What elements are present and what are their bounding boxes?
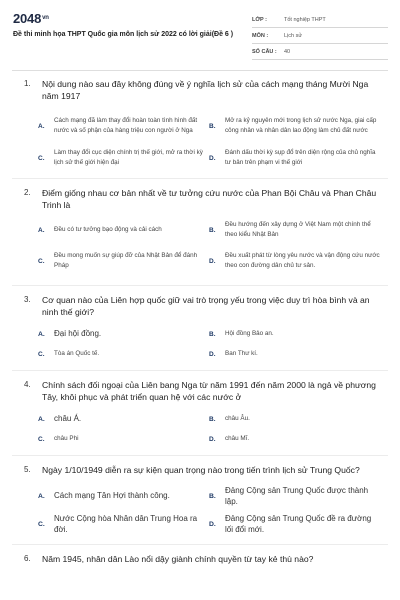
question-stem — [24, 78, 380, 102]
options — [24, 217, 380, 279]
option-letter: D. — [209, 257, 216, 265]
option-b[interactable] — [209, 108, 380, 144]
option-text: châu Mĩ. — [225, 435, 250, 442]
option-b[interactable] — [209, 217, 380, 243]
option-d[interactable] — [209, 243, 380, 279]
option-letter: D. — [209, 435, 216, 443]
question-text: Năm 1945, nhân dân Lào nổi dậy giành chính quyền từ tay kẻ thù nào? — [42, 554, 314, 564]
question-text: Nội dung nào sau đây không đúng về ý nghĩa lịch sử của cách mạng tháng Mười Nga năm 1917 — [42, 79, 369, 101]
question-number: 4. — [24, 380, 31, 389]
meta-value: 40 — [284, 49, 291, 55]
option-b[interactable] — [209, 324, 380, 344]
option-text: Nước Cộng hòa Nhân dân Trung Hoa ra đời. — [54, 513, 198, 534]
option-letter: C. — [38, 350, 45, 358]
question-divider — [12, 285, 388, 286]
options — [24, 409, 380, 449]
meta-key: LỚP : — [252, 17, 267, 23]
option-c[interactable] — [38, 344, 209, 364]
option-letter: A. — [38, 122, 45, 130]
option-text: Đều xuất phát từ lòng yêu nước và vận động cứu nước theo con đường dân chủ tư sản. — [225, 252, 380, 269]
option-text: Làm thay đổi cục diện chính trị thế giới, mở ra thời kỳ lịch sử thế giới hiện đại — [54, 149, 203, 166]
meta-row-count — [252, 46, 388, 60]
option-text: Đại hội đồng. — [54, 329, 102, 339]
options — [24, 482, 380, 538]
option-letter: C. — [38, 257, 45, 265]
option-text: Cách mạng Tân Hợi thành công. — [54, 491, 170, 501]
logo-text: 2048 — [13, 11, 42, 26]
question-5 — [24, 464, 380, 538]
options — [24, 108, 380, 172]
question-number: 5. — [24, 465, 31, 474]
question-stem — [24, 464, 380, 476]
option-text: châu Âu. — [225, 415, 250, 422]
option-d[interactable] — [209, 429, 380, 449]
option-a[interactable] — [38, 217, 209, 243]
option-text: Đánh dấu thời kỳ sụp đổ trên diện rộng của chủ nghĩa tư bản trên phạm vi thế giới — [225, 149, 376, 166]
question-1 — [24, 78, 380, 172]
question-text: Điểm giống nhau cơ bản nhất về tư tưởng cứu nước của Phan Bội Châu và Phan Châu Trinh là — [42, 188, 377, 210]
option-text: Hội đồng Bảo an. — [225, 330, 274, 337]
option-letter: D. — [209, 350, 216, 358]
option-letter: B. — [209, 492, 216, 500]
meta-value: Lịch sử — [284, 33, 303, 39]
question-list — [0, 78, 400, 571]
question-2 — [24, 187, 380, 279]
meta-key: MÔN : — [252, 33, 269, 39]
option-a[interactable] — [38, 108, 209, 144]
exam-meta — [252, 14, 388, 62]
question-number: 2. — [24, 188, 31, 197]
exam-title: Đề thi minh họa THPT Quốc gia môn lịch sử 2022 có lời giải(Đề 6 ) — [13, 31, 234, 38]
option-letter: D. — [209, 520, 216, 528]
question-text: Cơ quan nào của Liên hợp quốc giữ vai trò trọng yếu trong việc duy trì hòa bình và an ninh thế giới? — [42, 295, 370, 317]
option-letter: A. — [38, 415, 45, 423]
option-letter: B. — [209, 330, 216, 338]
question-text: Ngày 1/10/1949 diễn ra sự kiện quan trọng nào trong tiến trình lịch sử Trung Quốc? — [42, 465, 360, 475]
option-text: Mở ra kỷ nguyên mới trong lịch sử nước Nga, giai cấp công nhân và nhân dân lao động làm chủ đất nước — [225, 117, 377, 134]
logo-suffix: vn — [42, 15, 49, 21]
question-divider — [12, 455, 388, 456]
option-letter: A. — [38, 330, 45, 338]
question-stem — [24, 553, 380, 565]
question-number: 3. — [24, 295, 31, 304]
option-a[interactable] — [38, 482, 209, 510]
option-d[interactable] — [209, 344, 380, 364]
question-number: 6. — [24, 554, 31, 563]
option-d[interactable] — [209, 144, 380, 172]
option-text: Đều mong muốn sự giúp đỡ của Nhật Bản để đánh Pháp — [54, 252, 198, 269]
meta-key: SỐ CÂU : — [252, 49, 277, 55]
meta-row-subject — [252, 30, 388, 44]
header-divider — [12, 70, 388, 71]
question-text: Chính sách đối ngoại của Liên bang Nga từ năm 1991 đến năm 2000 là ngả về phương Tây, khôi phục và phát triển quan hệ với các nước ở — [42, 380, 376, 402]
site-logo[interactable] — [13, 11, 49, 26]
question-4 — [24, 379, 380, 449]
option-c[interactable] — [38, 510, 209, 538]
options — [24, 324, 380, 364]
option-letter: C. — [38, 435, 45, 443]
meta-row-class — [252, 14, 388, 28]
option-letter: A. — [38, 492, 45, 500]
option-text: Đều hướng đến xây dựng ở Việt Nam một chính thể theo kiểu Nhật Bản — [225, 221, 371, 238]
option-c[interactable] — [38, 243, 209, 279]
option-c[interactable] — [38, 144, 209, 172]
option-text: Đảng Cộng sản Trung Quốc đề ra đường lối đổi mới. — [225, 513, 372, 534]
question-divider — [12, 544, 388, 545]
option-text: Cách mạng đã làm thay đổi hoàn toàn tình hình đất nước và số phận của hàng triệu con người ở Nga — [54, 117, 198, 134]
question-stem — [24, 187, 380, 211]
meta-value: Tốt nghiệp THPT — [284, 17, 326, 23]
option-a[interactable] — [38, 324, 209, 344]
question-stem — [24, 379, 380, 403]
option-letter: D. — [209, 154, 216, 162]
question-divider — [12, 370, 388, 371]
option-b[interactable] — [209, 409, 380, 429]
option-letter: A. — [38, 226, 45, 234]
option-text: Tòa án Quốc tế. — [54, 350, 100, 357]
question-3 — [24, 294, 380, 364]
option-letter: C. — [38, 520, 45, 528]
question-stem — [24, 294, 380, 318]
option-letter: C. — [38, 154, 45, 162]
option-letter: B. — [209, 226, 216, 234]
question-number: 1. — [24, 79, 31, 88]
option-text: châu Phi — [54, 435, 79, 442]
question-6 — [24, 553, 380, 565]
option-text: Đảng Cộng sản Trung Quốc được thành lập. — [225, 485, 369, 506]
header — [0, 0, 400, 68]
option-letter: B. — [209, 415, 216, 423]
option-c[interactable] — [38, 429, 209, 449]
option-b[interactable] — [209, 482, 380, 510]
option-a[interactable] — [38, 409, 209, 429]
option-d[interactable] — [209, 510, 380, 538]
option-text: Ban Thư kí. — [225, 350, 258, 357]
option-text: châu Á. — [54, 414, 82, 424]
question-divider — [12, 178, 388, 179]
option-letter: B. — [209, 122, 216, 130]
option-text: Đều có tư tưởng bạo động và cải cách — [54, 226, 162, 233]
